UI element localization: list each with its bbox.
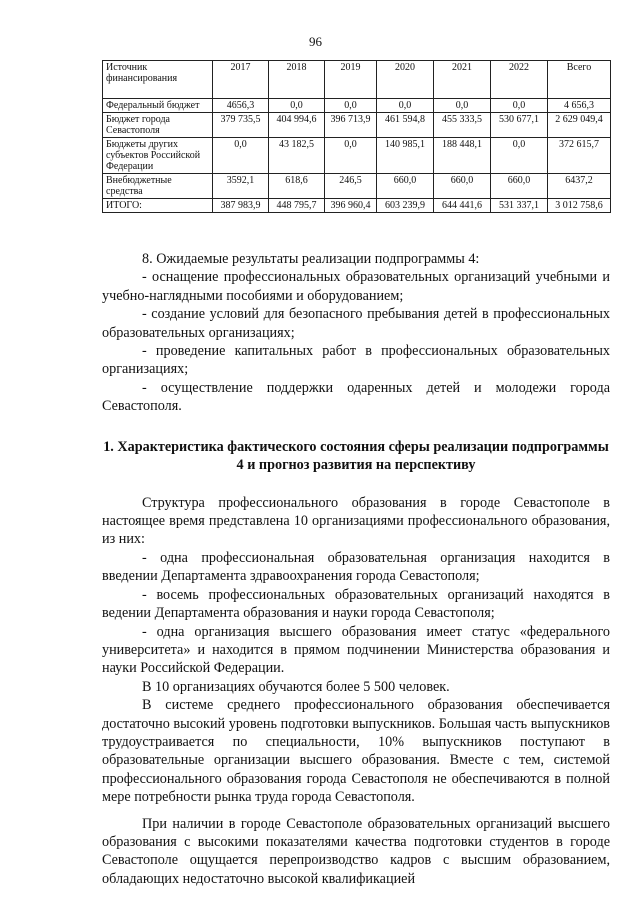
cell: 0,0 [491,138,548,174]
header-year: 2022 [491,61,548,99]
list-item: - одна профессиональная образовательная организация находится в введении Департамента здравоохранения города Севастополя; [102,549,610,585]
result-item: - оснащение профессиональных образовательных организаций учебными и учебно-наглядными пособиями и оборудованием; [102,269,610,304]
cell: 0,0 [325,138,377,174]
header-total: Всего [548,61,611,99]
cell: 0,0 [269,99,325,113]
header-year: 2021 [434,61,491,99]
cell: 188 448,1 [434,138,491,174]
table-row [103,174,611,199]
table-row [103,113,611,138]
cell: 660,0 [377,174,434,199]
cell: 396 713,9 [325,113,377,138]
cell: 387 983,9 [213,199,269,213]
cell: 140 985,1 [377,138,434,174]
result-item: - проведение капитальных работ в профессиональных образовательных организациях; [102,343,610,378]
header-source: Источник финансирования [103,61,213,99]
cell: 404 994,6 [269,113,325,138]
list-item: - восемь профессиональных образовательных организаций находятся в ведении Департамента образования и науки города Севастополя; [102,586,610,622]
document-body [102,250,610,888]
cell: 448 795,7 [269,199,325,213]
result-item: - осуществление поддержки одаренных детей и молодежи города Севастополя. [102,379,610,415]
cell: 618,6 [269,174,325,199]
table-row [103,99,611,113]
row-label: Бюджет города Севастополя [103,113,213,138]
header-year: 2017 [213,61,269,99]
page-number: 96 [309,34,322,49]
row-label: ИТОГО: [103,199,213,213]
cell: 379 735,5 [213,113,269,138]
paragraph: В 10 организациях обучаются более 5 500 человек. [142,678,450,695]
cell: 372 615,7 [548,138,611,174]
cell: 4 656,3 [548,99,611,113]
cell: 0,0 [377,99,434,113]
section-heading: 1. Характеристика фактического состояния сферы реализации подпрограммы 4 и прогноз развития на перспективу [103,438,609,473]
cell: 6437,2 [548,174,611,199]
cell: 530 677,1 [491,113,548,138]
cell: 644 441,6 [434,199,491,213]
cell: 461 594,8 [377,113,434,138]
paragraph: Структура профессионального образования в городе Севастополе в настоящее время представлена 10 организациями профессионального образования, из них: [102,494,610,548]
table-total-row [103,199,611,213]
row-label: Федеральный бюджет [103,99,213,113]
result-item: - создание условий для безопасного пребывания детей в профессиональных образовательных организациях; [102,306,610,341]
table-row [103,138,611,174]
cell: 603 239,9 [377,199,434,213]
list-item: - одна организация высшего образования имеет статус «федерального университета» и находится в прямом подчинении Министерства образования и науки Российской Федерации. [102,623,610,677]
cell: 2 629 049,4 [548,113,611,138]
cell: 3 012 758,6 [548,199,611,213]
cell: 0,0 [213,138,269,174]
paragraph: При наличии в городе Севастополе образовательных организаций высшего образования с высокими показателями качества подготовки студентов в городе Севастополе ощущается перепроизводство кадров с высшим образованием, обладающих недостаточно высокой квалификацией [102,815,610,887]
cell: 0,0 [434,99,491,113]
header-year: 2019 [325,61,377,99]
table-header-row [103,61,611,99]
cell: 660,0 [491,174,548,199]
paragraph: В системе среднего профессионального образования обеспечивается достаточно высокий уровень подготовки выпускников. Большая часть выпускников трудоустраивается по специальности, 10% выпускников поступают в образовательные организации высшего образования. Вместе с тем, системой профессионального образования города Севастополя не обеспечиваются в полной мере потребности рынка труда города Севастополя. [102,697,610,806]
cell: 0,0 [491,99,548,113]
row-label: Внебюджетные средства [103,174,213,199]
cell: 531 337,1 [491,199,548,213]
cell: 4656,3 [213,99,269,113]
cell: 43 182,5 [269,138,325,174]
cell: 455 333,5 [434,113,491,138]
cell: 0,0 [325,99,377,113]
cell: 246,5 [325,174,377,199]
section8-title: 8. Ожидаемые результаты реализации подпрограммы 4: [142,251,480,267]
cell: 396 960,4 [325,199,377,213]
cell: 660,0 [434,174,491,199]
header-year: 2018 [269,61,325,99]
row-label: Бюджеты других субъектов Российской Федерации [103,138,213,174]
cell: 3592,1 [213,174,269,199]
header-year: 2020 [377,61,434,99]
financing-table [102,60,611,213]
